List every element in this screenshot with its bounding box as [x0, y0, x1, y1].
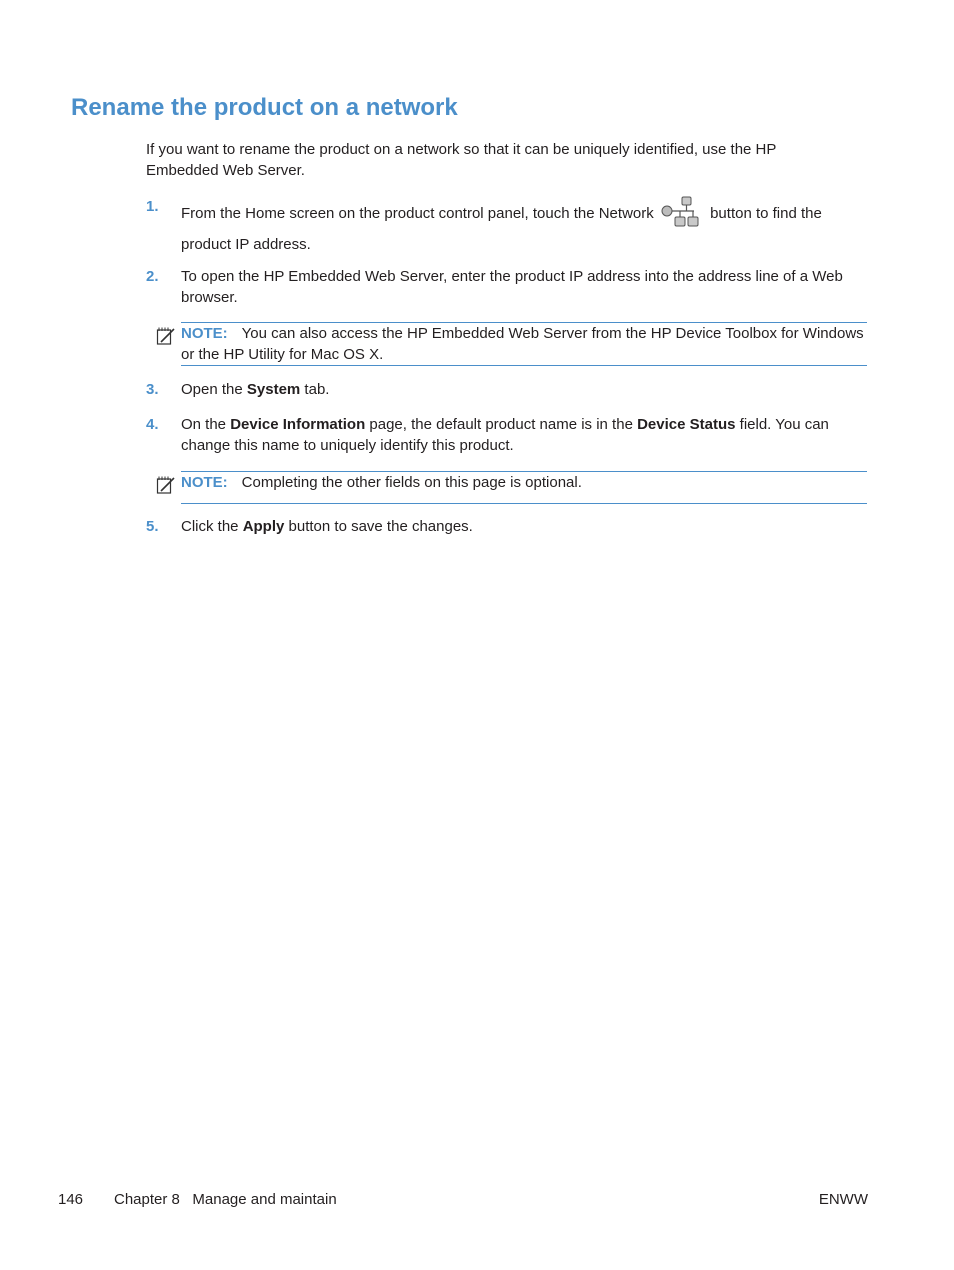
step-bold-term: System — [246, 381, 301, 398]
step-4 — [146, 414, 866, 456]
step-text-mid: page, the default product name is in the — [365, 416, 638, 433]
step-number: 3. — [146, 381, 159, 398]
step-bold-term: Device Information — [230, 416, 366, 433]
chapter-title: Manage and maintain — [192, 1191, 337, 1208]
note-box — [181, 471, 867, 504]
step-5 — [146, 516, 866, 537]
step-text-cont: button to find the product IP address. — [181, 205, 822, 253]
intro-paragraph: If you want to rename the product on a network so that it can be uniquely identified, use the HP Embedded Web Server. — [146, 141, 777, 179]
page-number: 146 — [58, 1191, 84, 1208]
note-label: NOTE: — [181, 474, 228, 491]
step-number: 5. — [146, 518, 159, 535]
note-box — [181, 322, 867, 366]
page-heading: Rename the product on a network — [71, 94, 458, 121]
step-text-cont: button to save the changes. — [284, 518, 473, 535]
chapter-reference — [114, 1189, 337, 1210]
chapter-label: Chapter 8 — [114, 1191, 180, 1208]
doc-code: ENWW — [818, 1191, 868, 1208]
step-2 — [146, 266, 866, 308]
note-pencil-icon — [156, 475, 176, 495]
step-text: Click the — [181, 518, 243, 535]
step-bold-term: Apply — [242, 518, 285, 535]
step-text: On the — [181, 416, 231, 433]
network-icon — [660, 196, 704, 230]
note-label: NOTE: — [181, 325, 228, 342]
step-text-cont: field. You can change this name to uniquely identify this product. — [181, 416, 829, 454]
step-number: 1. — [146, 198, 159, 215]
step-1 — [146, 196, 866, 259]
step-number: 2. — [146, 268, 159, 285]
note-text: You can also access the HP Embedded Web Server from the HP Device Toolbox for Windows or the HP Utility for Mac OS X. — [181, 325, 864, 363]
step-number: 4. — [146, 416, 159, 433]
note-text: Completing the other fields on this page is optional. — [241, 474, 582, 491]
step-3 — [146, 379, 866, 400]
step-text: Open the — [181, 381, 247, 398]
note-pencil-icon — [156, 326, 176, 346]
step-bold-term: Device Status — [637, 416, 736, 433]
step-text: To open the HP Embedded Web Server, enter the product IP address into the address line of a Web browser. — [181, 268, 843, 306]
step-text-cont: tab. — [300, 381, 330, 398]
step-text: From the Home screen on the product control panel, touch the Network — [181, 205, 654, 222]
